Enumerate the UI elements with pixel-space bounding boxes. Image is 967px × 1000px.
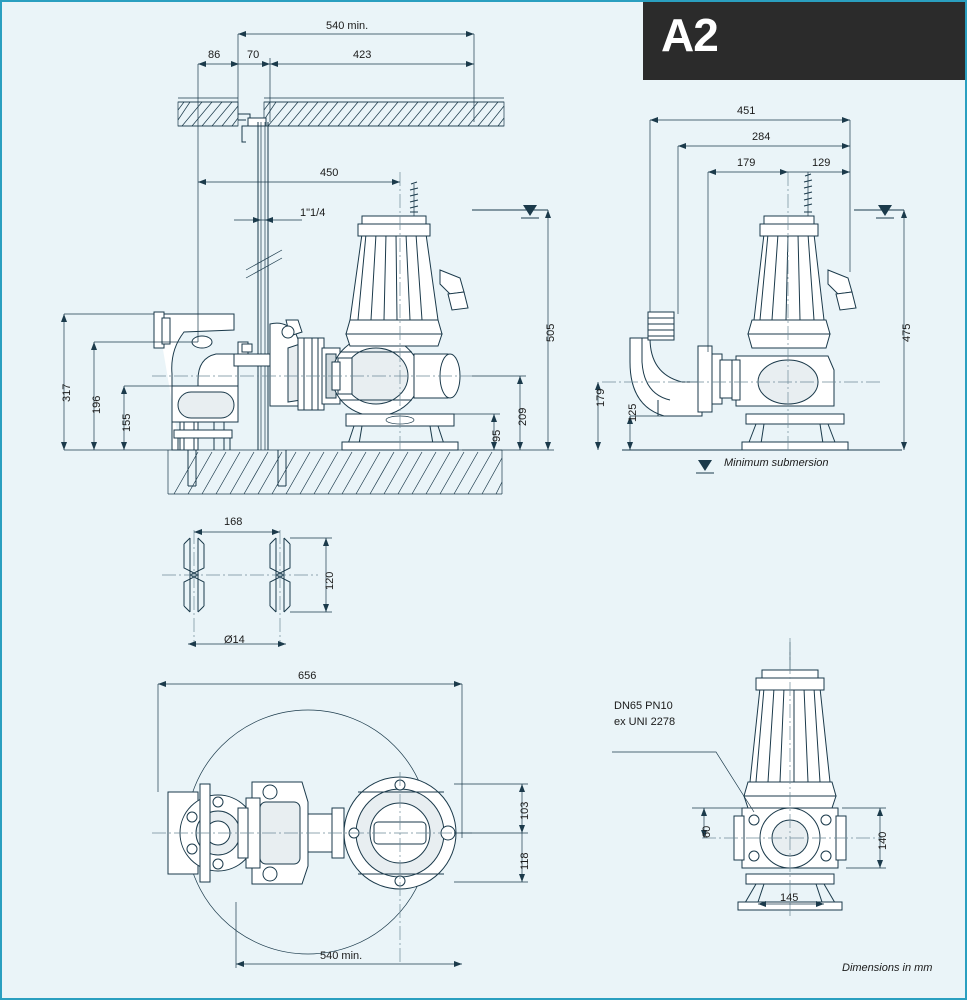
dim-95: 95: [491, 429, 503, 442]
dim-196: 196: [91, 395, 103, 414]
dim-129: 129: [812, 157, 831, 169]
drawing-canvas: [2, 2, 967, 1000]
dim-450: 450: [320, 167, 339, 179]
dim-475: 475: [901, 323, 913, 342]
rear-view: [612, 638, 886, 918]
dim-284: 284: [752, 131, 771, 143]
callout-dn65-line2: ex UNI 2278: [614, 716, 676, 728]
dim-dia14: Ø14: [224, 634, 245, 646]
dim-118: 118: [519, 852, 531, 870]
callout-dn65-line1: DN65 PN10: [614, 700, 673, 712]
dim-540-bottom: 540 min.: [320, 950, 363, 962]
dim-209: 209: [517, 407, 529, 426]
dim-120: 120: [324, 571, 336, 590]
front-sectional-view: [61, 31, 554, 494]
dim-thread: 1"1/4: [300, 207, 326, 219]
dim-70: 70: [247, 49, 260, 61]
dim-145: 145: [780, 892, 799, 904]
dim-505: 505: [545, 323, 557, 342]
footer-note: Dimensions in mm: [842, 962, 933, 974]
sheet-badge-label: A2: [661, 9, 718, 61]
base-anchor-detail: [162, 529, 332, 647]
dim-103: 103: [519, 801, 531, 820]
dim-125: 125: [627, 403, 639, 422]
dim-179-left: 179: [595, 388, 607, 407]
top-plan-view: [152, 681, 528, 968]
legend-min-submersion: Minimum submersion: [724, 457, 829, 469]
dim-423: 423: [353, 49, 372, 61]
dim-60: 60: [701, 825, 713, 838]
dim-168: 168: [224, 516, 243, 528]
dim-451: 451: [737, 105, 756, 117]
dim-179-top: 179: [737, 157, 756, 169]
dim-155: 155: [121, 413, 133, 432]
dim-656: 656: [298, 670, 317, 682]
dim-317: 317: [61, 383, 73, 402]
dim-86: 86: [208, 49, 221, 61]
dim-140: 140: [877, 831, 889, 850]
dim-540-top: 540 min.: [326, 20, 369, 32]
side-view: [595, 117, 907, 473]
